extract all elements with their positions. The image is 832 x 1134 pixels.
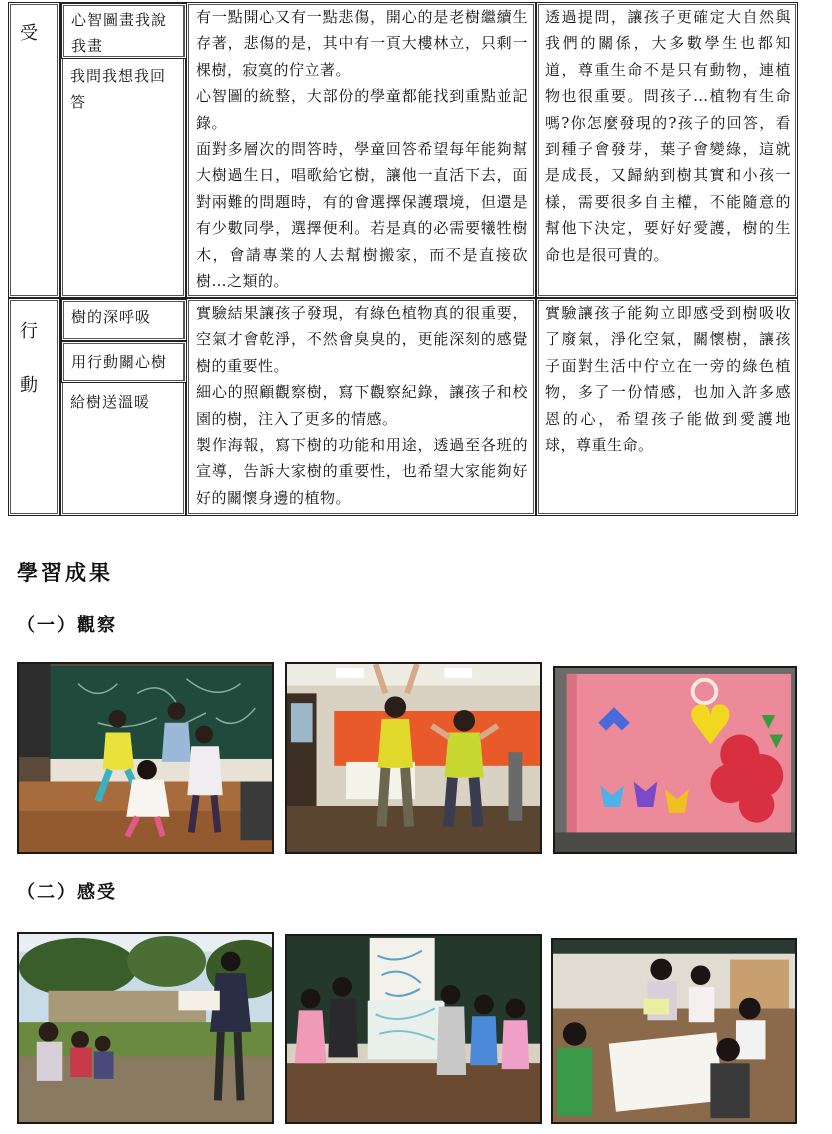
section-title: 學習成果 — [17, 560, 113, 585]
photo-outdoor-reading — [17, 932, 274, 1124]
sub-item-box — [61, 299, 187, 341]
description-cell-action — [186, 298, 536, 516]
sub-items-cell-feel — [60, 2, 186, 298]
reflection-cell-feel — [536, 2, 798, 298]
subsection-heading-feel: （二）感受 — [17, 882, 117, 903]
photo-pink-poster — [553, 666, 797, 854]
sub-item-label: 我問我想我回答 — [70, 67, 167, 111]
sub-item-label: 用行動關心樹 — [71, 353, 168, 371]
description-paragraph: 面對多層次的問答時，學童回答希望每年能夠幫大樹過生日，唱歌給它樹，讓他一直活下去，面對兩難的問題時，有的會選擇保護環境，但還是有少數同學，選擇便利。若是真的必需要犧牲樹木，會請專業的人去幫樹搬家，而不是直接砍樹…之類的。 — [196, 140, 528, 291]
description-paragraph: 實驗結果讓孩子發現，有綠色植物真的很重要，空氣才會乾淨，不然會臭臭的，更能深刻的感覺樹的重要性。 — [196, 304, 528, 375]
category-cell-action — [8, 298, 60, 516]
sub-item-label: 心智圖畫我說我畫 — [71, 11, 168, 55]
reflection-text: 透過提問，讓孩子更確定大自然與我們的關係，大多數學生也都知道，尊重生命不是只有動物，連植物也很重要。問孩子…植物有生命嗎?你怎麼發現的?孩子的回答，看到種子會發芽，葉子會變綠，這就是成長，又歸納到樹其實和小孩一樣，需要很多自主權，不能隨意的幫他下決定，要好好愛護，樹的生命也是很可貴的。 — [545, 8, 791, 264]
description-cell-feel — [186, 2, 536, 298]
category-char: 行 — [20, 321, 38, 342]
category-char: 動 — [20, 375, 38, 396]
description-paragraph: 細心的照顧觀察樹，寫下觀察紀錄，讓孩子和校園的樹，注入了更多的情感。 — [196, 383, 528, 428]
photo-classroom-activity — [17, 662, 274, 854]
sub-item-label: 給樹送溫暖 — [70, 393, 151, 411]
photo-group-discussion — [551, 938, 797, 1124]
description-paragraph: 有一點開心又有一點悲傷，開心的是老樹繼續生存著，悲傷的是，其中有一頁大樓林立，只剩一棵樹，寂寞的佇立著。 — [196, 8, 528, 79]
reflection-cell-action — [536, 298, 798, 516]
sub-item-box — [61, 3, 187, 59]
sub-item-box — [61, 341, 187, 383]
photo-students-exercise — [285, 662, 542, 854]
reflection-text: 實驗讓孩子能夠立即感受到樹吸收了廢氣，淨化空氣，關懷樹，讓孩子面對生活中佇立在一旁的綠色植物，多了一份情感，也加入許多感恩的心，希望孩子能做到愛護地球，尊重生命。 — [545, 304, 791, 455]
category-label: 受 — [20, 23, 38, 44]
sub-item-label: 樹的深呼吸 — [71, 308, 152, 326]
photo-poster-presentation — [285, 934, 542, 1124]
description-text — [196, 4, 528, 294]
subsection-heading-observe: （一）觀察 — [17, 615, 117, 636]
sub-items-cell-action — [60, 298, 186, 516]
description-text — [196, 300, 528, 511]
category-cell-feel — [8, 2, 60, 298]
description-paragraph: 製作海報，寫下樹的功能和用途，透過至各班的宣導，告訴大家樹的重要性，也希望大家能夠好好的關懷身邊的植物。 — [196, 436, 528, 507]
activity-table — [8, 2, 798, 516]
description-paragraph: 心智圖的統整，大部份的學童都能找到重點並記錄。 — [196, 87, 528, 132]
